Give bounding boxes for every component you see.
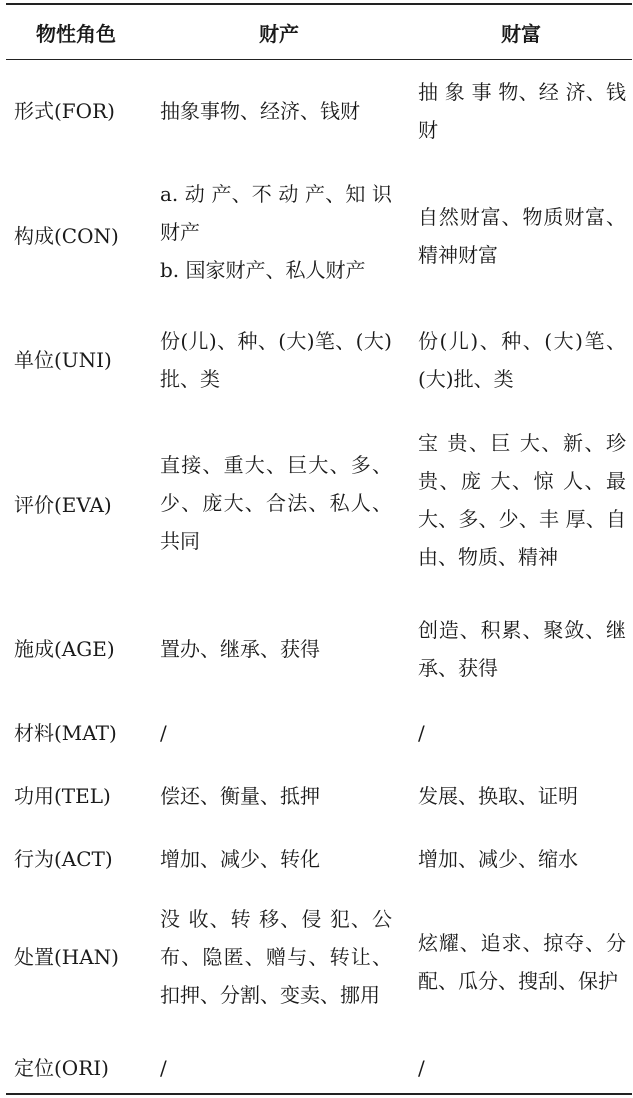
property-cell: 偿还、衡量、抵押 xyxy=(160,784,320,808)
header-wealth: 财富 xyxy=(501,21,541,46)
role-cell: 评价(EVA) xyxy=(14,493,112,517)
property-item-a: a. 动 产、不 动 产、知 识财产 xyxy=(160,182,392,244)
property-cell: / xyxy=(160,1056,167,1080)
property-cell: 直接、重大、巨大、多、少、庞大、合法、私人、共同 xyxy=(160,453,392,553)
wealth-cell: 自然财富、物质财富、精神财富 xyxy=(418,205,626,267)
property-item-b: b. 国家财产、私人财产 xyxy=(160,258,366,282)
property-cell: 份(儿)、种、(大)笔、(大)批、类 xyxy=(160,329,392,391)
role-cell: 单位(UNI) xyxy=(14,348,112,372)
table-top-rule xyxy=(6,3,632,5)
header-property: 财产 xyxy=(259,21,299,46)
wealth-cell: / xyxy=(418,1056,425,1080)
wealth-cell: 份(儿)、种、(大)笔、(大)批、类 xyxy=(418,329,626,391)
property-cell: 没 收、转 移、侵 犯、公布、隐匿、赠与、转让、扣押、分割、变卖、挪用 xyxy=(160,907,392,1007)
property-cell: 抽象事物、经济、钱财 xyxy=(160,99,360,123)
wealth-cell: 增加、减少、缩水 xyxy=(418,847,578,871)
wealth-cell: / xyxy=(418,721,425,745)
table-bottom-rule xyxy=(6,1093,632,1095)
wealth-cell: 宝 贵、巨 大、新、珍贵、庞 大、惊 人、最大、多、少、丰 厚、自由、物质、精神 xyxy=(418,431,626,569)
wealth-cell: 发展、换取、证明 xyxy=(418,784,578,808)
property-cell: 增加、减少、转化 xyxy=(160,847,320,871)
wealth-cell: 创造、积累、聚敛、继承、获得 xyxy=(418,618,626,680)
property-cell: 置办、继承、获得 xyxy=(160,637,320,661)
role-cell: 材料(MAT) xyxy=(14,721,117,745)
role-cell: 形式(FOR) xyxy=(14,99,115,123)
property-cell: / xyxy=(160,721,167,745)
header-role: 物性角色 xyxy=(36,21,116,46)
role-cell: 施成(AGE) xyxy=(14,637,115,661)
property-cell xyxy=(160,175,392,289)
role-cell: 功用(TEL) xyxy=(14,784,111,808)
role-cell: 处置(HAN) xyxy=(14,945,119,969)
role-cell: 构成(CON) xyxy=(14,224,119,248)
wealth-cell: 炫耀、追求、掠夺、分配、瓜分、搜刮、保护 xyxy=(418,931,626,993)
table-header-rule xyxy=(6,59,632,60)
role-cell: 行为(ACT) xyxy=(14,847,113,871)
wealth-cell: 抽 象 事 物、经 济、钱财 xyxy=(418,80,626,142)
role-cell: 定位(ORI) xyxy=(14,1056,109,1080)
